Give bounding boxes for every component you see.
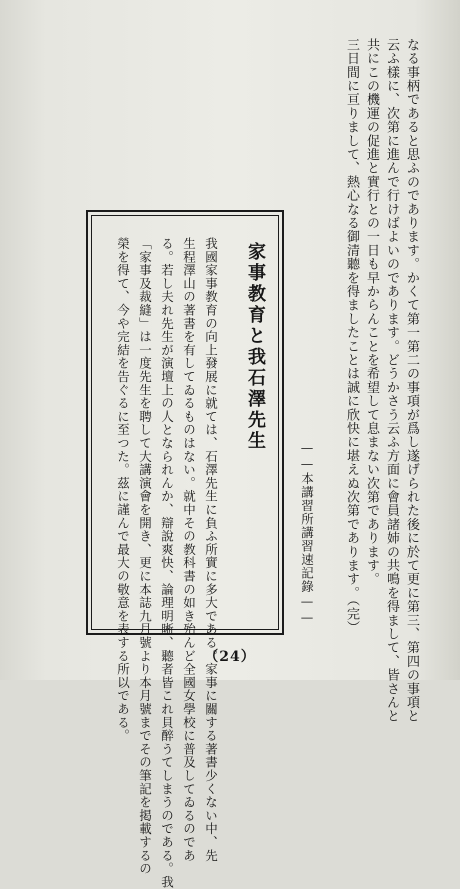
signature: ——本講習所講習速記錄—— <box>299 440 315 626</box>
article-title: 家事教育と我石澤先生 <box>245 242 266 452</box>
article-line: 榮を得て、今や完結を告ぐるに至つた。茲に謹んで最大の敬意を表する所以である。 <box>115 237 131 743</box>
article-line: 我國家事教育の向上發展に就ては、石澤先生に負ふ所實に多大である。家事に關する著書少くない中、先 <box>203 237 219 863</box>
upper-text-line: 云ふ樣に、次第に進んで行けばよいのであります。どうかさう云ふ方面に會員諸姉の共鳴を得まして、皆さんと <box>384 38 399 723</box>
upper-text-line: なる事柄であると思ふのであります。かくて第一第二の事項が爲し遂げられた後に於て更に第三、第四の事項と <box>404 38 419 724</box>
upper-text-line: 共にこの機運の促進と實行との一日も早からんことを希望して息まない次第であります。 <box>364 38 379 586</box>
page-number: （24） <box>204 649 256 665</box>
article-line: 生程澤山の著書を有してゐるものはない。就中その教科書の如き殆んど全國女學校に普及してゐるのであ <box>181 237 197 863</box>
article-line: 「家事及裁縫」は一度先生を聘して大講演會を開き、更に本誌九月號より本月號までその筆記を掲載するの <box>137 237 153 876</box>
article-line: る。若し夫れ先生が演壇上の人となられんか、辯說爽快、論理明晰、聽者皆これ貝醉うてしまうのである。我 <box>159 237 175 889</box>
upper-text-line: 三日間に亘りまして、熱心なる御清聽を得ましたことは誠に欣快に堪えぬ次第であります。（完） <box>344 38 359 635</box>
